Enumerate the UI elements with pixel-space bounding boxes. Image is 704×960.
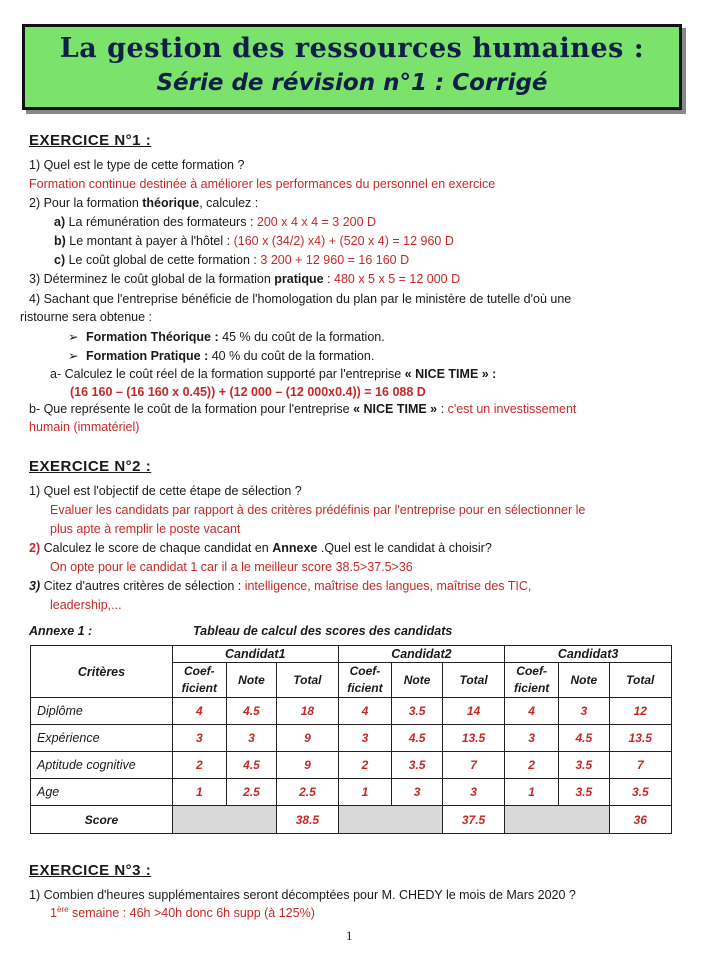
ex2-question-2: 2) Calculez le score de chaque candidat en Annexe .Quel est le candidat à choisir? bbox=[29, 541, 492, 555]
table-cell: 3 bbox=[226, 725, 277, 752]
table-cell: 3 bbox=[442, 779, 504, 806]
table-cell: 4 bbox=[338, 698, 392, 725]
total-header: Total bbox=[277, 663, 338, 698]
total-header: Total bbox=[442, 663, 504, 698]
ex3-answer-1: 1ère semaine : 46h >40h donc 6h supp (à 125%) bbox=[50, 905, 315, 921]
table-cell: 3.5 bbox=[392, 698, 443, 725]
table-cell: 13.5 bbox=[609, 725, 671, 752]
criterion-label: Age bbox=[31, 779, 173, 806]
document-subtitle: Série de révision n°1 : Corrigé bbox=[156, 70, 548, 96]
table-cell: 4.5 bbox=[559, 725, 610, 752]
ex1-question-b: b- Que représente le coût de la formation pour l'entreprise « NICE TIME » : c'est un investissement bbox=[29, 402, 577, 416]
ex1-question-2b: b) Le montant à payer à l'hôtel : (160 x (34/2) x4) + (520 x 4) = 12 960 D bbox=[54, 234, 454, 248]
table-cell: 9 bbox=[277, 725, 338, 752]
table-row bbox=[31, 779, 672, 806]
score-label: Score bbox=[31, 806, 173, 834]
table-cell: 1 bbox=[505, 779, 559, 806]
table-cell: 13.5 bbox=[442, 725, 504, 752]
coef-header: Coef- ficient bbox=[505, 663, 559, 698]
page-number: 1 bbox=[346, 928, 353, 943]
table-row bbox=[31, 752, 672, 779]
table-cell: 3.5 bbox=[392, 752, 443, 779]
criterion-label: Diplôme bbox=[31, 698, 173, 725]
table-cell: 14 bbox=[442, 698, 504, 725]
table-cell: 3.5 bbox=[559, 779, 610, 806]
note-header: Note bbox=[559, 663, 610, 698]
arrow-bullet-icon: ➢ bbox=[68, 330, 79, 344]
table-cell: 1 bbox=[338, 779, 392, 806]
ex2-answer-3-line2: leadership,... bbox=[50, 598, 122, 612]
ex1-question-1: 1) Quel est le type de cette formation ? bbox=[29, 158, 245, 172]
table-cell: 7 bbox=[609, 752, 671, 779]
note-header: Note bbox=[226, 663, 277, 698]
table-cell: 3 bbox=[392, 779, 443, 806]
table-cell: 3.5 bbox=[559, 752, 610, 779]
candidate-2-header: Candidat2 bbox=[338, 646, 505, 663]
ex1-question-a: a- Calculez le coût réel de la formation supporté par l'entreprise « NICE TIME » : bbox=[50, 367, 497, 381]
ex3-question-1: 1) Combien d'heures supplémentaires seront décomptées pour M. CHEDY le mois de Mars 2020 ? bbox=[29, 888, 576, 902]
table-cell: 2 bbox=[338, 752, 392, 779]
annexe-caption: Tableau de calcul des scores des candidats bbox=[193, 624, 453, 638]
candidate-1-header: Candidat1 bbox=[172, 646, 338, 663]
grey-cell bbox=[172, 806, 276, 834]
criterion-label: Expérience bbox=[31, 725, 173, 752]
score-candidate-1: 38.5 bbox=[277, 806, 338, 834]
total-header: Total bbox=[609, 663, 671, 698]
table-row bbox=[31, 698, 672, 725]
table-cell: 2 bbox=[172, 752, 226, 779]
table-cell: 1 bbox=[172, 779, 226, 806]
exercise-2-heading: EXERCICE N°2 : bbox=[29, 458, 152, 475]
ex1-bullet-pratique: ➢ Formation Pratique : 40 % du coût de la formation. bbox=[68, 349, 375, 363]
table-cell: 4 bbox=[505, 698, 559, 725]
note-header: Note bbox=[392, 663, 443, 698]
table-cell: 2 bbox=[505, 752, 559, 779]
ex1-question-3: 3) Déterminez le coût global de la formation pratique : 480 x 5 x 5 = 12 000 D bbox=[29, 272, 461, 286]
table-cell: 2.5 bbox=[277, 779, 338, 806]
table-cell: 18 bbox=[277, 698, 338, 725]
table-cell: 3 bbox=[338, 725, 392, 752]
document-title: La gestion des ressources humaines : bbox=[59, 33, 645, 64]
coef-header: Coef- ficient bbox=[338, 663, 392, 698]
table-cell: 3.5 bbox=[609, 779, 671, 806]
ex1-question-4-line2: ristourne sera obtenue : bbox=[20, 310, 153, 324]
ex2-answer-2: On opte pour le candidat 1 car il a le meilleur score 38.5>37.5>36 bbox=[50, 560, 413, 574]
exercise-3-heading: EXERCICE N°3 : bbox=[29, 862, 152, 879]
score-candidate-2: 37.5 bbox=[442, 806, 504, 834]
ex1-question-2: 2) Pour la formation théorique, calculez : bbox=[29, 196, 259, 210]
annexe-label: Annexe 1 : bbox=[29, 624, 93, 638]
ex2-answer-1-line1: Evaluer les candidats par rapport à des critères prédéfinis par l'entreprise pour en sélectionner le bbox=[50, 503, 586, 517]
criterion-label: Aptitude cognitive bbox=[31, 752, 173, 779]
ex1-question-4-line1: 4) Sachant que l'entreprise bénéficie de l'homologation du plan par le ministère de tutelle d'où une bbox=[29, 292, 572, 306]
col-criteres: Critères bbox=[31, 646, 173, 698]
grey-cell bbox=[338, 806, 442, 834]
table-cell: 4.5 bbox=[226, 698, 277, 725]
table-cell: 9 bbox=[277, 752, 338, 779]
score-row bbox=[31, 806, 672, 834]
score-candidate-3: 36 bbox=[609, 806, 671, 834]
table-cell: 4.5 bbox=[226, 752, 277, 779]
table-cell: 4.5 bbox=[392, 725, 443, 752]
arrow-bullet-icon: ➢ bbox=[68, 349, 79, 363]
table-cell: 12 bbox=[609, 698, 671, 725]
candidate-3-header: Candidat3 bbox=[505, 646, 672, 663]
table-cell: 3 bbox=[505, 725, 559, 752]
grey-cell bbox=[505, 806, 609, 834]
table-cell: 7 bbox=[442, 752, 504, 779]
ex1-question-2c: c) Le coût global de cette formation : 3 200 + 12 960 = 16 160 D bbox=[54, 253, 410, 267]
ex1-question-2a: a) La rémunération des formateurs : 200 x 4 x 4 = 3 200 D bbox=[54, 215, 377, 229]
table-cell: 2.5 bbox=[226, 779, 277, 806]
ex2-question-1: 1) Quel est l'objectif de cette étape de sélection ? bbox=[29, 484, 302, 498]
ex1-answer-b-line2: humain (immatériel) bbox=[29, 420, 140, 434]
ex1-answer-1: Formation continue destinée à améliorer les performances du personnel en exercice bbox=[29, 177, 496, 191]
ex1-answer-a: (16 160 – (16 160 x 0.45)) + (12 000 – (12 000x0.4)) = 16 088 D bbox=[70, 385, 426, 399]
ex1-bullet-theorique: ➢ Formation Théorique : 45 % du coût de la formation. bbox=[68, 330, 385, 344]
ex2-answer-1-line2: plus apte à remplir le poste vacant bbox=[50, 522, 241, 536]
table-row bbox=[31, 725, 672, 752]
exercise-1-heading: EXERCICE N°1 : bbox=[29, 132, 152, 149]
scores-table bbox=[30, 645, 672, 834]
table-cell: 4 bbox=[172, 698, 226, 725]
ex2-question-3: 3) Citez d'autres critères de sélection : intelligence, maîtrise des langues, maîtrise des TIC, bbox=[29, 579, 532, 593]
title-banner bbox=[22, 24, 682, 110]
table-cell: 3 bbox=[172, 725, 226, 752]
coef-header: Coef- ficient bbox=[172, 663, 226, 698]
table-header-row bbox=[31, 646, 672, 663]
table-cell: 3 bbox=[559, 698, 610, 725]
